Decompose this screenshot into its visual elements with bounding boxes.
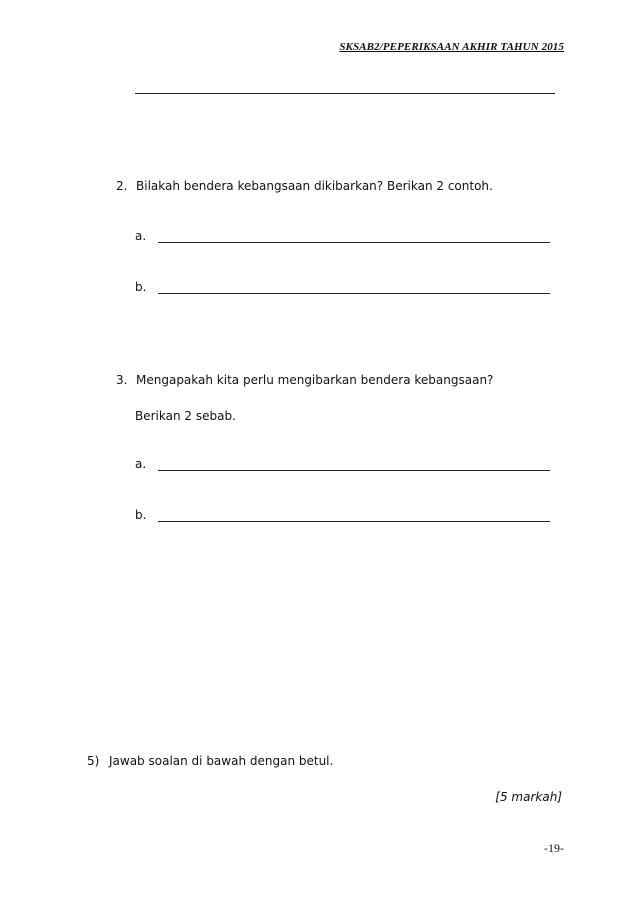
question-2-answer-line-a[interactable] [158,242,550,243]
question-3-text: Mengapakah kita perlu mengibarkan bendera kebangsaan? [136,373,494,387]
question-2-text: Bilakah bendera kebangsaan dikibarkan? Berikan 2 contoh. [136,179,493,193]
question-2-answer-line-b[interactable] [158,293,550,294]
section-5-marks: [5 markah] [495,790,562,804]
question-3-subtext: Berikan 2 sebab. [135,409,236,423]
page-number: -19- [544,841,564,855]
question-3-number: 3. [116,373,128,387]
question-3-option-b-label: b. [135,508,147,522]
question-3-answer-line-a[interactable] [158,470,550,471]
section-5-number: 5) [87,754,100,768]
answer-line-top [135,93,555,94]
question-3-option-a-label: a. [135,457,147,471]
section-5-instruction: Jawab soalan di bawah dengan betul. [109,754,334,768]
document-header: SKSAB2/PEPERIKSAAN AKHIR TAHUN 2015 [339,41,564,53]
question-2-option-b-label: b. [135,280,147,294]
question-3-answer-line-b[interactable] [158,521,550,522]
question-2-number: 2. [116,179,128,193]
question-2-option-a-label: a. [135,229,147,243]
